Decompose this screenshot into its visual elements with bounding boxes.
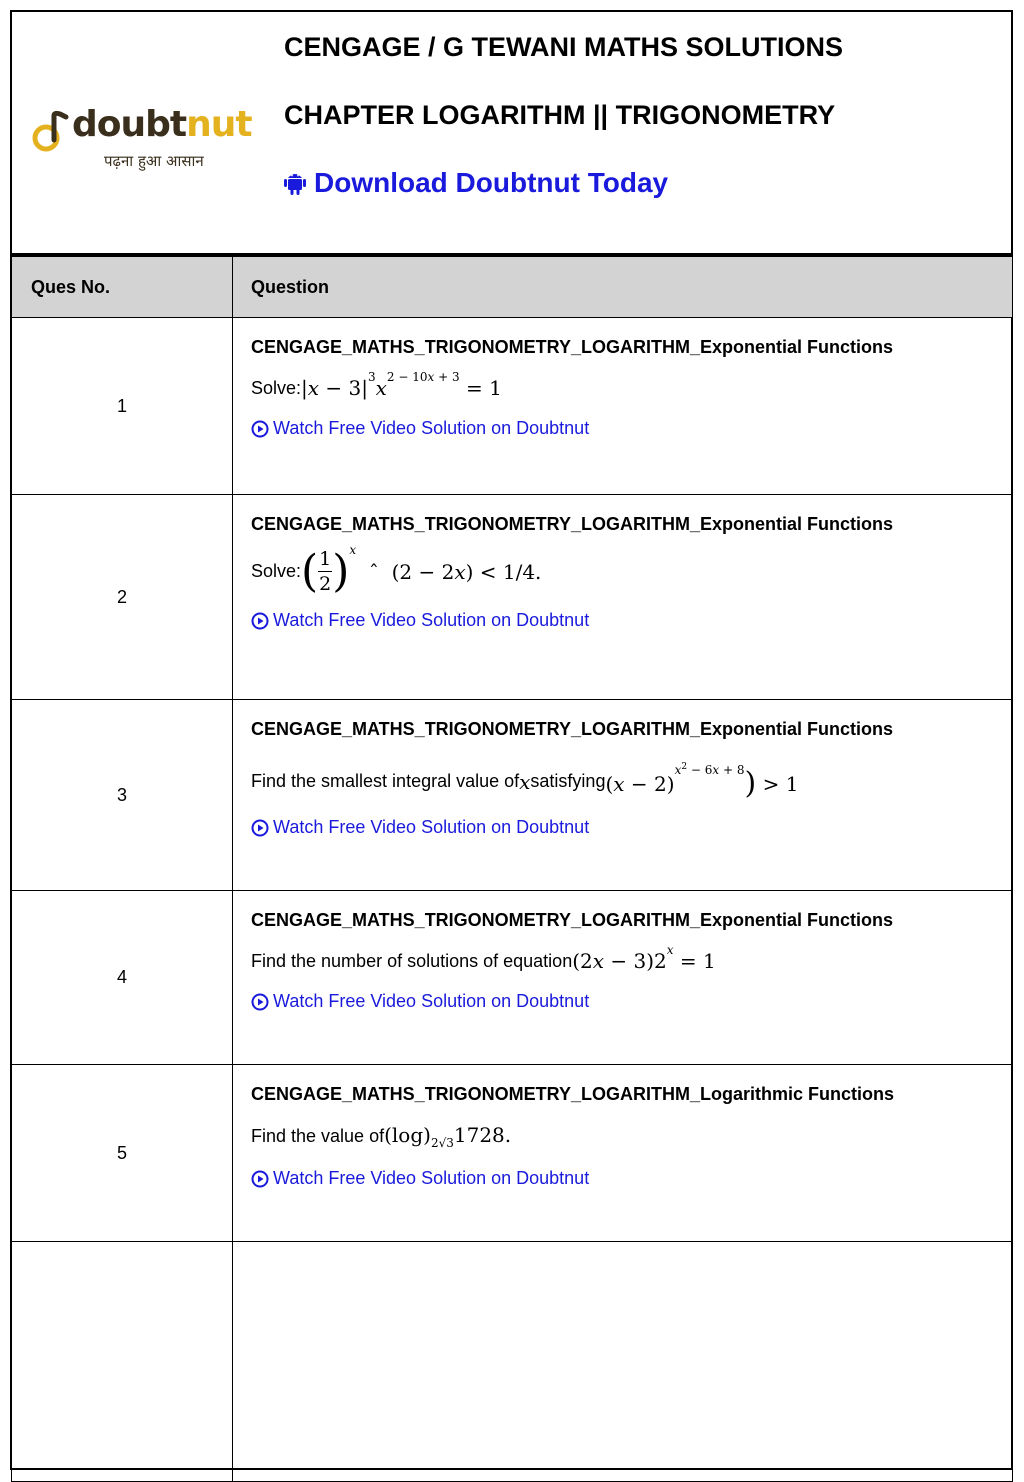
page-header xyxy=(12,12,1011,254)
column-header-ques-no: Ques No. xyxy=(12,257,233,318)
question-formula: $(2x - 3)2^x = 1$ xyxy=(572,943,716,973)
questions-table xyxy=(11,256,1013,1482)
question-category: CENGAGE_MATHS_TRIGONOMETRY_LOGARITHM_Exponential Functions xyxy=(251,337,894,357)
question-formula: $|x - 3|^3x^{2 - 10x + 3} = 1$ xyxy=(301,370,502,400)
watch-video-link[interactable]: Watch Free Video Solution on Doubtnut xyxy=(251,817,1012,838)
logo-wordmark: doubtnut xyxy=(72,104,252,145)
download-link[interactable] xyxy=(284,167,668,199)
play-circle-icon xyxy=(251,1170,269,1188)
question-category: CENGAGE_MATHS_TRIGONOMETRY_LOGARITHM_Exponential Functions xyxy=(251,910,894,930)
question-category: CENGAGE_MATHS_TRIGONOMETRY_LOGARITHM_Logarithmic Functions xyxy=(251,1084,895,1104)
empty-cell xyxy=(12,1242,233,1482)
question-text: Solve: $|x - 3|^3x^{2 - 10x + 3} = 1$ xyxy=(251,370,502,400)
column-header-question: Question xyxy=(233,257,1013,318)
chapter-title: CHAPTER LOGARITHM || TRIGONOMETRY xyxy=(284,100,836,130)
question-formula: $(\log)_{2√3}1728$. xyxy=(384,1123,512,1150)
question-text: Solve: ( $\frac{1}{2}$ ) $^x$ ˆ (2 − 2 x ) < 1/4. xyxy=(251,542,542,597)
play-circle-icon xyxy=(251,993,269,1011)
watch-video-link[interactable]: Watch Free Video Solution on Doubtnut xyxy=(251,1168,1012,1189)
table-row xyxy=(12,1242,1013,1482)
question-cell xyxy=(233,891,1013,1065)
question-number: 3 xyxy=(12,700,233,891)
question-category: CENGAGE_MATHS_TRIGONOMETRY_LOGARITHM_Exponential Functions xyxy=(251,514,894,534)
empty-cell xyxy=(233,1242,1013,1482)
question-number: 1 xyxy=(12,318,233,495)
question-text: Find the value of $(\log)_{2√3}1728$. xyxy=(251,1123,512,1150)
page-title: CENGAGE / G TEWANI MATHS SOLUTIONS xyxy=(284,32,844,62)
question-formula: $(x - 2)^{x^2 - 6x + 8}) > 1$ xyxy=(605,762,799,801)
play-circle-icon xyxy=(251,612,269,630)
watch-video-link[interactable]: Watch Free Video Solution on Doubtnut xyxy=(251,610,1012,631)
table-row xyxy=(12,700,1013,891)
play-circle-icon xyxy=(251,420,269,438)
table-header-row xyxy=(12,257,1013,318)
question-text: Find the smallest integral value of x satisfying $(x - 2)^{x^2 - 6x + 8}) > 1$ xyxy=(251,762,799,801)
question-cell xyxy=(233,1065,1013,1242)
question-cell xyxy=(233,318,1013,495)
watch-video-link[interactable]: Watch Free Video Solution on Doubtnut xyxy=(251,991,1012,1012)
watch-video-link[interactable]: Watch Free Video Solution on Doubtnut xyxy=(251,418,1012,439)
doubtnut-mark-icon xyxy=(30,110,70,154)
question-formula: ( $\frac{1}{2}$ ) $^x$ ˆ (2 − 2 x ) < 1/4. xyxy=(301,542,542,597)
table-row xyxy=(12,318,1013,495)
question-number: 4 xyxy=(12,891,233,1065)
table-row xyxy=(12,495,1013,700)
question-cell xyxy=(233,495,1013,700)
question-number: 5 xyxy=(12,1065,233,1242)
logo-tagline: पढ़ना हुआ आसान xyxy=(104,152,204,170)
question-number: 2 xyxy=(12,495,233,700)
question-cell xyxy=(233,700,1013,891)
table-row xyxy=(12,891,1013,1065)
table-row xyxy=(12,1065,1013,1242)
doubtnut-logo xyxy=(30,104,252,180)
question-text: Find the number of solutions of equation $(2x - 3)2^x = 1$ xyxy=(251,943,716,973)
question-category: CENGAGE_MATHS_TRIGONOMETRY_LOGARITHM_Exponential Functions xyxy=(251,719,894,739)
play-circle-icon xyxy=(251,819,269,837)
android-icon xyxy=(284,171,306,195)
download-label: Download Doubtnut Today xyxy=(314,167,669,198)
